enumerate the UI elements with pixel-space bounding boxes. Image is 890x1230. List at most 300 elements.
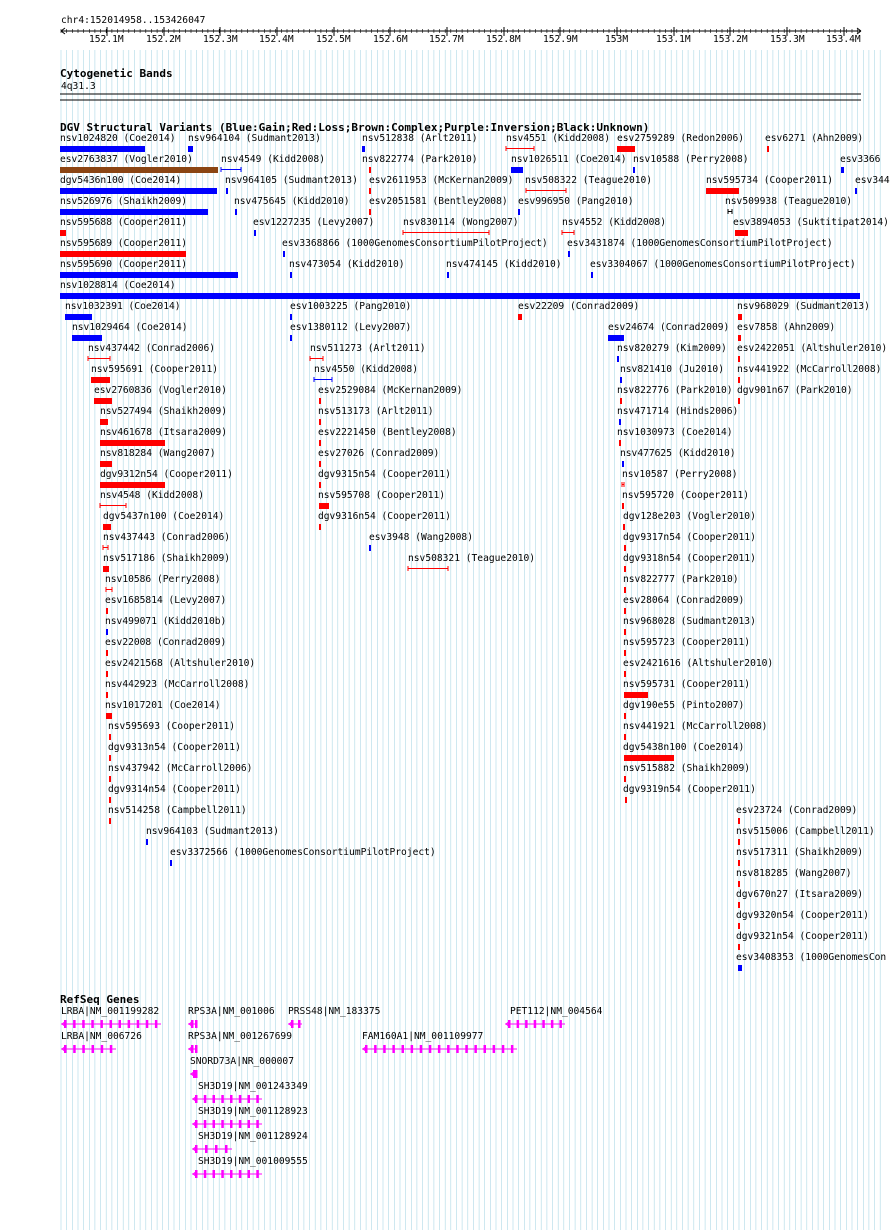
gene-exon — [559, 1020, 562, 1028]
sv-feature-label[interactable]: nsv964104 (Sudmant2013) — [188, 133, 321, 144]
ruler-tick-label: 152.2M — [146, 34, 181, 45]
sv-feature-label[interactable]: nsv509938 (Teague2010) — [725, 196, 853, 207]
gene-exon — [542, 1020, 545, 1028]
sv-feature-bar — [369, 209, 371, 215]
gene-exon — [239, 1095, 242, 1103]
sv-feature-bar — [94, 398, 112, 404]
sv-feature-label[interactable]: nsv474145 (Kidd2010) — [446, 259, 562, 270]
sv-feature-label[interactable]: nsv517311 (Shaikh2009) — [736, 847, 864, 858]
sv-feature-bar — [369, 188, 371, 194]
gene-exon — [248, 1120, 251, 1128]
gene-exon — [551, 1020, 554, 1028]
gene-label[interactable]: LRBA|NM_006726 — [61, 1031, 142, 1042]
sv-feature-bar — [146, 839, 148, 845]
sv-feature-label[interactable]: esv344 — [855, 175, 890, 186]
gene-exon — [91, 1020, 94, 1028]
gene-label[interactable]: PRSS48|NM_183375 — [288, 1006, 381, 1017]
ruler-tick-label: 152.8M — [486, 34, 521, 45]
gene-exon — [195, 1045, 198, 1053]
sv-feature-bar — [518, 209, 520, 215]
sv-feature-bar — [109, 734, 111, 740]
dgv-track-title: DGV Structural Variants (Blue:Gain;Red:Loss;Brown:Complex;Purple:Inversion;Black:Unknown) — [60, 121, 650, 134]
sv-feature-label[interactable]: esv28064 (Conrad2009) — [623, 595, 745, 606]
sv-feature-label[interactable]: nsv511273 (Arlt2011) — [310, 343, 426, 354]
sv-feature-bar — [103, 524, 111, 530]
sv-feature-bar — [738, 944, 740, 950]
sv-feature-label[interactable]: esv2421616 (Altshuler2010) — [623, 658, 774, 669]
sv-feature-bar — [624, 650, 626, 656]
ruler-tick-label: 152.9M — [543, 34, 578, 45]
sv-feature-label[interactable]: esv3894053 (Suktitipat2014) — [733, 217, 889, 228]
gene-exon — [195, 1070, 198, 1078]
gene-exon — [456, 1045, 459, 1053]
sv-feature-bar — [738, 839, 740, 845]
sv-feature-label[interactable]: nsv1017201 (Coe2014) — [105, 700, 221, 711]
sv-feature-bar — [624, 566, 626, 572]
sv-feature-label[interactable]: nsv461678 (Itsara2009) — [100, 427, 228, 438]
sv-feature-label[interactable]: nsv595691 (Cooper2011) — [91, 364, 219, 375]
sv-feature-label[interactable]: dgv670n27 (Itsara2009) — [736, 889, 864, 900]
sv-feature-bar — [706, 188, 739, 194]
gene-exon — [205, 1145, 208, 1153]
sv-feature-label[interactable]: dgv9314n54 (Cooper2011) — [108, 784, 241, 795]
ruler-tick-label: 153.1M — [656, 34, 691, 45]
sv-feature-label[interactable]: nsv1029464 (Coe2014) — [72, 322, 188, 333]
sv-feature-label[interactable]: nsv471714 (Hinds2006) — [617, 406, 739, 417]
sv-feature-label[interactable]: esv3372566 (1000GenomesConsortiumPilotProject) — [170, 847, 436, 858]
sv-feature-bar — [254, 230, 256, 236]
sv-feature-label[interactable]: esv24674 (Conrad2009) — [608, 322, 730, 333]
sv-feature-label[interactable]: nsv517186 (Shaikh2009) — [103, 553, 231, 564]
sv-feature-bar — [591, 272, 593, 278]
sv-feature-bar — [622, 461, 624, 467]
sv-feature-label[interactable]: dgv9319n54 (Cooper2011) — [623, 784, 756, 795]
sv-feature-label[interactable]: dgv9313n54 (Cooper2011) — [108, 742, 241, 753]
sv-feature-label[interactable]: esv2759289 (Redon2006) — [617, 133, 745, 144]
sv-feature-bar — [511, 167, 523, 173]
sv-feature-label[interactable]: esv1227235 (Levy2007) — [253, 217, 375, 228]
sv-feature-bar — [170, 860, 172, 866]
sv-feature-label[interactable]: nsv515882 (Shaikh2009) — [623, 763, 751, 774]
sv-feature-label[interactable]: dgv9320n54 (Cooper2011) — [736, 910, 869, 921]
sv-feature-label[interactable]: esv2760836 (Vogler2010) — [94, 385, 227, 396]
sv-feature-bar — [319, 419, 321, 425]
sv-feature-bar — [103, 566, 109, 572]
gene-exon — [465, 1045, 468, 1053]
sv-feature-label[interactable]: nsv1032391 (Coe2014) — [65, 301, 181, 312]
sv-feature-label[interactable]: nsv514258 (Campbell2011) — [108, 805, 247, 816]
sv-feature-bar — [620, 377, 622, 383]
gene-exon — [256, 1170, 259, 1178]
sv-feature-bar — [106, 650, 108, 656]
gene-exon — [248, 1095, 251, 1103]
sv-feature-bar — [60, 209, 208, 215]
sv-feature-label[interactable]: dgv9315n54 (Cooper2011) — [318, 469, 451, 480]
sv-feature-label[interactable]: esv1003225 (Pang2010) — [290, 301, 412, 312]
gene-exon — [374, 1045, 377, 1053]
sv-feature-label[interactable]: esv3368866 (1000GenomesConsortiumPilotProject) — [282, 238, 548, 249]
gene-exon — [534, 1020, 537, 1028]
gene-exon — [298, 1020, 301, 1028]
gene-exon — [221, 1120, 224, 1128]
sv-feature-label[interactable]: nsv513173 (Arlt2011) — [318, 406, 434, 417]
gene-exon — [230, 1095, 233, 1103]
gene-exon — [204, 1120, 207, 1128]
sv-feature-bar — [109, 755, 111, 761]
sv-feature-label[interactable]: nsv4552 (Kidd2008) — [562, 217, 666, 228]
sv-feature-bar — [290, 335, 292, 341]
gene-exon — [92, 1045, 95, 1053]
gene-exon — [256, 1120, 259, 1128]
sv-feature-bar — [619, 419, 621, 425]
sv-feature-bar — [60, 230, 66, 236]
sv-feature-bar — [855, 188, 857, 194]
sv-feature-label[interactable]: nsv4548 (Kidd2008) — [100, 490, 204, 501]
sv-feature-bar — [100, 461, 112, 467]
sv-feature-label[interactable]: nsv968028 (Sudmant2013) — [623, 616, 756, 627]
sv-feature-bar — [290, 272, 292, 278]
sv-feature-label[interactable]: dgv9317n54 (Cooper2011) — [623, 532, 756, 543]
gene-label[interactable]: SNORD73A|NR_000007 — [190, 1056, 294, 1067]
sv-feature-bar — [226, 188, 228, 194]
gene-exon — [213, 1095, 216, 1103]
sv-feature-label[interactable]: nsv595731 (Cooper2011) — [623, 679, 751, 690]
sv-feature-bar — [735, 230, 748, 236]
sv-feature-label[interactable]: nsv442923 (McCarroll2008) — [105, 679, 250, 690]
sv-feature-bar — [518, 314, 522, 320]
sv-feature-label[interactable]: esv22209 (Conrad2009) — [518, 301, 640, 312]
sv-feature-label[interactable]: nsv821410 (Ju2010) — [620, 364, 724, 375]
sv-feature-bar — [738, 398, 740, 404]
sv-feature-label[interactable]: nsv595688 (Cooper2011) — [60, 217, 188, 228]
sv-feature-bar — [738, 902, 740, 908]
sv-feature-bar — [624, 671, 626, 677]
gene-exon — [221, 1095, 224, 1103]
sv-feature-label[interactable]: esv23724 (Conrad2009) — [736, 805, 858, 816]
sv-feature-bar — [319, 524, 321, 530]
sv-feature-label[interactable]: esv2051581 (Bentley2008) — [369, 196, 508, 207]
gene-label[interactable]: PET112|NM_004564 — [510, 1006, 603, 1017]
sv-feature-label[interactable]: nsv822774 (Park2010) — [362, 154, 478, 165]
sv-feature-bar — [235, 209, 237, 215]
ruler-tick-label: 152.4M — [259, 34, 294, 45]
ruler-tick-label: 153M — [605, 34, 629, 45]
sv-feature-bar — [319, 398, 321, 404]
sv-feature-label[interactable]: esv27026 (Conrad2009) — [318, 448, 440, 459]
gene-exon — [525, 1020, 528, 1028]
sv-feature-label[interactable]: nsv508321 (Teague2010) — [408, 553, 536, 564]
sv-feature-bar — [106, 713, 112, 719]
sv-feature-bar — [100, 419, 108, 425]
gene-exon — [447, 1045, 450, 1053]
sv-feature-label[interactable]: dgv9321n54 (Cooper2011) — [736, 931, 869, 942]
gene-exon — [204, 1095, 207, 1103]
sv-feature-bar — [624, 545, 626, 551]
sv-feature-label[interactable]: dgv128e203 (Vogler2010) — [623, 511, 756, 522]
sv-feature-label[interactable]: nsv515006 (Campbell2011) — [736, 826, 875, 837]
gene-label[interactable]: RPS3A|NM_001006 — [188, 1006, 275, 1017]
sv-feature-label[interactable]: esv22008 (Conrad2009) — [105, 637, 227, 648]
gene-exon — [213, 1120, 216, 1128]
gene-exon — [110, 1020, 113, 1028]
sv-feature-label[interactable]: nsv512838 (Arlt2011) — [362, 133, 478, 144]
gene-label[interactable]: SH3D19|NM_001128924 — [198, 1131, 308, 1142]
gene-exon — [230, 1120, 233, 1128]
gene-label[interactable]: RPS3A|NM_001267699 — [188, 1031, 292, 1042]
sv-feature-label[interactable]: nsv1024820 (Coe2014) — [60, 133, 176, 144]
sv-feature-label[interactable]: esv996950 (Pang2010) — [518, 196, 634, 207]
sv-feature-label[interactable]: nsv4549 (Kidd2008) — [221, 154, 325, 165]
sv-feature-label[interactable]: dgv190e55 (Pinto2007) — [623, 700, 745, 711]
gene-exon — [100, 1020, 103, 1028]
sv-feature-label[interactable]: esv6271 (Ahn2009) — [765, 133, 864, 144]
sv-feature-label[interactable]: nsv595734 (Cooper2011) — [706, 175, 834, 186]
sv-feature-bar — [106, 629, 108, 635]
sv-feature-bar — [91, 377, 110, 383]
sv-feature-label[interactable]: nsv968029 (Sudmant2013) — [737, 301, 870, 312]
sv-feature-bar — [767, 146, 769, 152]
gene-exon — [411, 1045, 414, 1053]
sv-feature-label[interactable]: nsv820279 (Kim2009) — [617, 343, 727, 354]
sv-feature-bar — [624, 608, 626, 614]
ruler-tick-label: 153.2M — [713, 34, 748, 45]
sv-feature-label[interactable]: nsv499071 (Kidd2010b) — [105, 616, 227, 627]
sv-feature-bar — [624, 713, 626, 719]
gene-label[interactable]: SH3D19|NM_001243349 — [198, 1081, 308, 1092]
sv-feature-label[interactable]: esv3408353 (1000GenomesCon — [736, 952, 887, 963]
gene-label[interactable]: SH3D19|NM_001009555 — [198, 1156, 308, 1167]
gene-exon — [128, 1020, 131, 1028]
sv-feature-bar — [362, 146, 365, 152]
sv-feature-bar — [60, 293, 860, 299]
ruler-tick-label: 152.3M — [203, 34, 238, 45]
sv-feature-label[interactable]: esv2529084 (McKernan2009) — [318, 385, 463, 396]
gene-exon — [215, 1145, 218, 1153]
sv-feature-label[interactable]: nsv595723 (Cooper2011) — [623, 637, 751, 648]
sv-feature-bar — [100, 482, 165, 488]
gene-exon — [195, 1020, 198, 1028]
gene-exon — [73, 1020, 76, 1028]
sv-feature-label[interactable]: nsv964103 (Sudmant2013) — [146, 826, 279, 837]
sv-feature-bar — [447, 272, 449, 278]
sv-feature-label[interactable]: dgv5436n100 (Coe2014) — [60, 175, 182, 186]
sv-feature-label[interactable]: nsv595690 (Cooper2011) — [60, 259, 188, 270]
ruler-tick-label: 152.5M — [316, 34, 351, 45]
sv-feature-label[interactable]: nsv595689 (Cooper2011) — [60, 238, 188, 249]
sv-feature-label[interactable]: nsv822777 (Park2010) — [623, 574, 739, 585]
sv-feature-bar — [624, 734, 626, 740]
sv-feature-bar — [283, 251, 285, 257]
gene-exon — [204, 1170, 207, 1178]
sv-feature-label[interactable]: nsv437442 (Conrad2006) — [88, 343, 216, 354]
sv-feature-bar — [72, 335, 102, 341]
gene-exon — [502, 1045, 505, 1053]
ruler-tick-label: 153.4M — [826, 34, 861, 45]
sv-feature-bar — [369, 167, 371, 173]
sv-feature-bar — [738, 335, 741, 341]
sv-feature-bar — [65, 314, 92, 320]
sv-feature-bar — [738, 881, 740, 887]
sv-feature-label[interactable]: dgv5438n100 (Coe2014) — [623, 742, 745, 753]
sv-feature-label[interactable]: esv3948 (Wang2008) — [369, 532, 473, 543]
sv-feature-label[interactable]: nsv4550 (Kidd2008) — [314, 364, 418, 375]
gene-exon — [256, 1095, 259, 1103]
sv-feature-bar — [106, 671, 108, 677]
sv-feature-bar — [319, 503, 329, 509]
sv-feature-bar — [109, 797, 111, 803]
sv-feature-bar — [738, 818, 740, 824]
sv-feature-bar — [617, 356, 619, 362]
sv-feature-label[interactable]: nsv441921 (McCarroll2008) — [623, 721, 768, 732]
sv-feature-label[interactable]: nsv441922 (McCarroll2008) — [737, 364, 882, 375]
sv-feature-label[interactable]: nsv818284 (Wang2007) — [100, 448, 216, 459]
sv-feature-bar — [624, 776, 626, 782]
sv-feature-label[interactable]: nsv1026511 (Coe2014) — [511, 154, 627, 165]
sv-feature-label[interactable]: nsv1030973 (Coe2014) — [617, 427, 733, 438]
sv-feature-bar — [624, 629, 626, 635]
gene-exon — [230, 1170, 233, 1178]
sv-feature-label[interactable]: nsv822776 (Park2010) — [617, 385, 733, 396]
gene-exon — [383, 1045, 386, 1053]
gene-exon — [402, 1045, 405, 1053]
sv-feature-label[interactable]: nsv830114 (Wong2007) — [403, 217, 519, 228]
sv-feature-label[interactable]: esv7858 (Ahn2009) — [737, 322, 836, 333]
ruler-tick-label: 152.1M — [89, 34, 124, 45]
sv-feature-bar — [738, 860, 740, 866]
ruler-tick-label: 153.3M — [770, 34, 805, 45]
sv-feature-bar — [188, 146, 193, 152]
sv-feature-label[interactable]: esv3366 — [840, 154, 881, 165]
sv-feature-label[interactable]: dgv901n67 (Park2010) — [737, 385, 853, 396]
gene-exon — [438, 1045, 441, 1053]
gene-exon — [511, 1045, 514, 1053]
sv-feature-label[interactable]: esv2763837 (Vogler2010) — [60, 154, 193, 165]
sv-feature-bar — [624, 587, 626, 593]
ruler-tick-label: 152.6M — [373, 34, 408, 45]
sv-feature-bar — [738, 965, 742, 971]
sv-feature-bar — [106, 692, 108, 698]
gene-exon — [248, 1170, 251, 1178]
sv-feature-bar — [625, 797, 627, 803]
gene-label[interactable]: FAM160A1|NM_001109977 — [362, 1031, 484, 1042]
sv-feature-bar — [568, 251, 570, 257]
sv-feature-label[interactable]: esv3431874 (1000GenomesConsortiumPilotProject) — [567, 238, 833, 249]
sv-feature-bar — [60, 146, 145, 152]
sv-feature-label[interactable]: nsv437942 (McCarroll2006) — [108, 763, 253, 774]
sv-feature-label[interactable]: nsv477625 (Kidd2010) — [620, 448, 736, 459]
sv-feature-bar — [608, 335, 624, 341]
gene-exon — [82, 1020, 85, 1028]
sv-feature-label[interactable]: nsv1028814 (Coe2014) — [60, 280, 176, 291]
sv-feature-bar — [623, 524, 625, 530]
sv-feature-label[interactable]: nsv473054 (Kidd2010) — [289, 259, 405, 270]
gene-exon — [73, 1045, 76, 1053]
gene-exon — [213, 1170, 216, 1178]
ruler-tick-label: 152.7M — [429, 34, 464, 45]
sv-feature-bar — [106, 608, 108, 614]
ruler-range-label: chr4:152014958..153426047 — [61, 15, 206, 26]
gene-exon — [239, 1120, 242, 1128]
sv-feature-bar — [841, 167, 844, 173]
sv-feature-label[interactable]: esv2221450 (Bentley2008) — [318, 427, 457, 438]
sv-feature-label[interactable]: nsv10587 (Perry2008) — [622, 469, 738, 480]
gene-exon — [429, 1045, 432, 1053]
gene-exon — [110, 1045, 113, 1053]
sv-feature-bar — [319, 440, 321, 446]
cytoband-label: 4q31.3 — [61, 81, 96, 92]
cytoband-track-title: Cytogenetic Bands — [60, 67, 173, 80]
gene-exon — [101, 1045, 104, 1053]
sv-feature-label[interactable]: dgv9316n54 (Cooper2011) — [318, 511, 451, 522]
gene-label[interactable]: LRBA|NM_001199282 — [61, 1006, 160, 1017]
sv-feature-bar — [60, 251, 186, 257]
sv-feature-label[interactable]: dgv9318n54 (Cooper2011) — [623, 553, 756, 564]
sv-feature-label[interactable]: nsv818285 (Wang2007) — [736, 868, 852, 879]
sv-feature-bar — [620, 398, 622, 404]
gene-exon — [146, 1020, 149, 1028]
sv-feature-bar — [617, 146, 635, 152]
sv-feature-label[interactable]: esv3304067 (1000GenomesConsortiumPilotProject) — [590, 259, 856, 270]
sv-feature-label[interactable]: esv1380112 (Levy2007) — [290, 322, 412, 333]
gene-label[interactable]: SH3D19|NM_001128923 — [198, 1106, 308, 1117]
sv-feature-bar — [738, 923, 740, 929]
sv-feature-label[interactable]: dgv9312n54 (Cooper2011) — [100, 469, 233, 480]
sv-feature-bar — [290, 314, 292, 320]
sv-feature-label[interactable]: nsv527494 (Shaikh2009) — [100, 406, 228, 417]
sv-feature-label[interactable]: nsv595720 (Cooper2011) — [622, 490, 750, 501]
sv-feature-label[interactable]: dgv5437n100 (Coe2014) — [103, 511, 225, 522]
gene-exon — [239, 1170, 242, 1178]
gene-exon — [517, 1020, 520, 1028]
gene-exon — [392, 1045, 395, 1053]
gene-exon — [221, 1170, 224, 1178]
sv-feature-label[interactable]: nsv508322 (Teague2010) — [525, 175, 653, 186]
sv-feature-label[interactable]: nsv526976 (Shaikh2009) — [60, 196, 188, 207]
sv-feature-bar — [60, 272, 238, 278]
sv-feature-bar — [619, 440, 621, 446]
sv-feature-label[interactable]: nsv595693 (Cooper2011) — [108, 721, 236, 732]
sv-feature-bar — [319, 461, 321, 467]
sv-feature-bar — [738, 377, 740, 383]
sv-feature-bar — [369, 545, 371, 551]
sv-feature-label[interactable]: nsv475645 (Kidd2010) — [234, 196, 350, 207]
sv-feature-label[interactable]: nsv437443 (Conrad2006) — [103, 532, 231, 543]
sv-feature-label[interactable]: nsv10588 (Perry2008) — [633, 154, 749, 165]
sv-feature-label[interactable]: nsv4551 (Kidd2008) — [506, 133, 610, 144]
sv-feature-bar — [624, 692, 648, 698]
gene-exon — [225, 1145, 228, 1153]
sv-feature-bar — [624, 755, 674, 761]
sv-feature-bar — [109, 776, 111, 782]
sv-feature-label[interactable]: nsv10586 (Perry2008) — [105, 574, 221, 585]
refseq-track-title: RefSeq Genes — [60, 993, 140, 1006]
sv-feature-bar — [738, 314, 742, 320]
gene-exon — [119, 1020, 122, 1028]
sv-feature-label[interactable]: esv1685814 (Levy2007) — [105, 595, 227, 606]
sv-feature-bar — [109, 818, 111, 824]
sv-feature-label[interactable]: nsv964105 (Sudmant2013) — [225, 175, 358, 186]
sv-feature-label[interactable]: esv2421568 (Altshuler2010) — [105, 658, 256, 669]
gene-exon — [484, 1045, 487, 1053]
sv-feature-label[interactable]: nsv595708 (Cooper2011) — [318, 490, 446, 501]
gene-exon — [493, 1045, 496, 1053]
sv-feature-bar — [633, 167, 635, 173]
sv-feature-label[interactable]: esv2611953 (McKernan2009) — [369, 175, 514, 186]
sv-feature-label[interactable]: esv2422051 (Altshuler2010) — [737, 343, 888, 354]
sv-feature-bar — [100, 440, 165, 446]
sv-feature-bar — [738, 356, 740, 362]
gene-exon — [420, 1045, 423, 1053]
